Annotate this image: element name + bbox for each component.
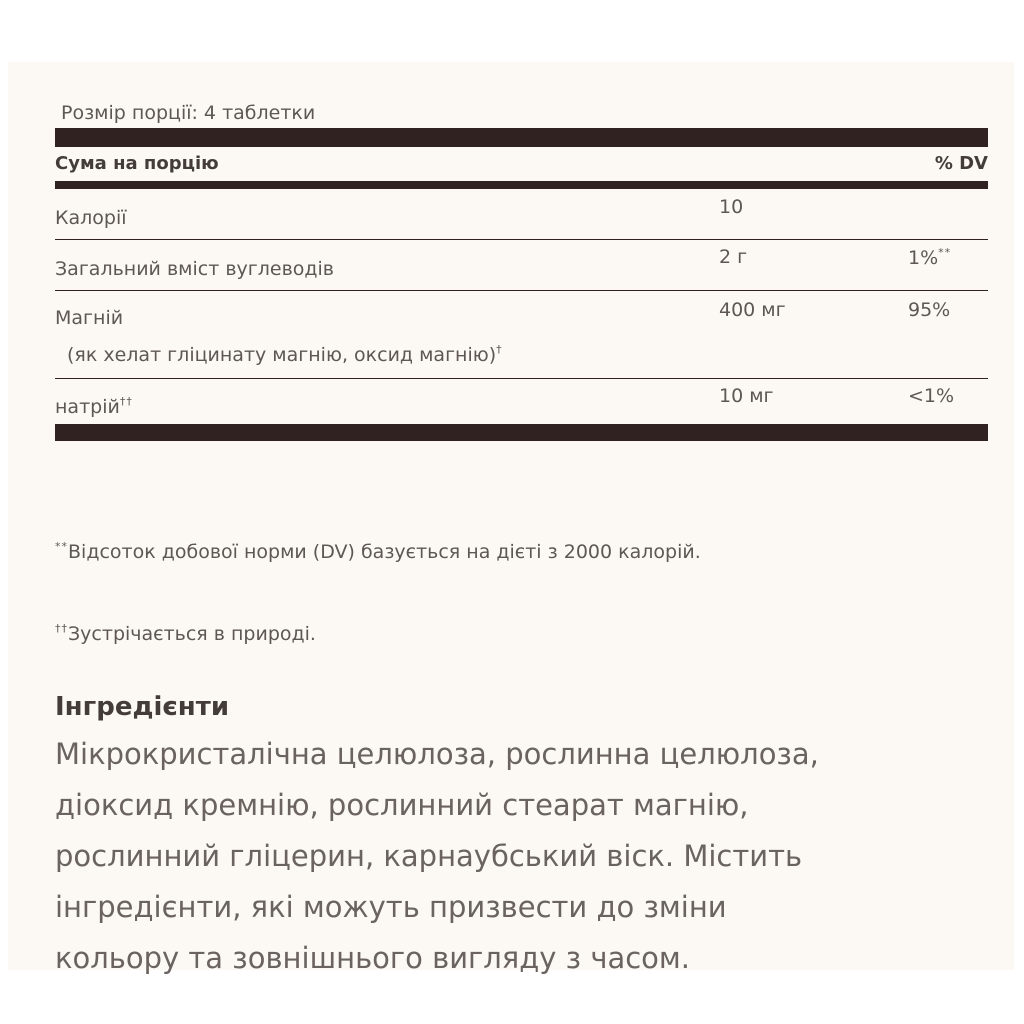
ingredients-text (55, 729, 988, 984)
nutrient-source (67, 343, 503, 366)
footnote-mark: †† (55, 622, 68, 635)
ingredients-line: діоксид кремнію, рослинний стеарат магнію, (55, 788, 749, 822)
footnote-mark: ** (55, 540, 68, 553)
ingredients-line: Мікрокристалічна целюлоза, рослинна целюлоза, (55, 737, 819, 771)
nutrient-name: Калорії (55, 207, 127, 229)
nutrient-amount: 10 мг (719, 385, 774, 407)
dv-value: 1% (908, 247, 939, 269)
nutrient-name: Загальний вміст вуглеводів (55, 258, 335, 280)
nutrient-amount: 400 мг (719, 299, 786, 321)
table-row-calories (55, 189, 988, 239)
nutrient-dv (908, 246, 951, 269)
serving-size: Розмір порції: 4 таблетки (61, 102, 316, 124)
header-divider-bar (55, 181, 988, 189)
nutrient-name: Магній (55, 307, 124, 329)
nutrient-dv: <1% (908, 385, 955, 407)
ingredients-title: Інгредієнти (55, 692, 230, 722)
nutrient-source-text: (як хелат гліцинату магнію, оксид магнію) (67, 344, 497, 366)
footnote-natural (55, 622, 316, 645)
supplement-facts-content (55, 102, 988, 975)
footnote-mark: ** (938, 246, 952, 259)
table-row-carbohydrates (55, 240, 988, 290)
table-row-sodium (55, 379, 988, 424)
footnote-text: Зустрічається в природі. (68, 623, 316, 645)
table-header (55, 147, 988, 181)
header-amount-per-serving: Сума на порцію (55, 153, 219, 174)
nutrient-amount: 2 г (719, 246, 748, 268)
header-dv: % DV (934, 153, 988, 174)
table-row-magnesium (55, 291, 988, 378)
ingredients-line: інгредієнти, які можуть призвести до зміни (55, 890, 727, 924)
ingredients-line: рослинний гліцерин, карнаубський віск. Містить (55, 839, 803, 873)
footnote-mark: † (496, 343, 503, 356)
top-divider-bar (55, 128, 988, 147)
nutrient-name (55, 395, 133, 418)
footnote-text: Відсоток добової норми (DV) базується на дієті з 2000 калорій. (68, 541, 701, 563)
nutrient-name-text: натрій (55, 396, 120, 418)
footnote-dv (55, 540, 701, 563)
ingredients-line: кольору та зовнішнього вигляду з часом. (55, 941, 691, 975)
supplement-facts-panel (8, 62, 1014, 975)
bottom-divider-bar (55, 424, 988, 441)
nutrient-amount: 10 (719, 196, 744, 218)
footnote-mark: †† (119, 395, 133, 408)
nutrient-dv: 95% (908, 299, 951, 321)
